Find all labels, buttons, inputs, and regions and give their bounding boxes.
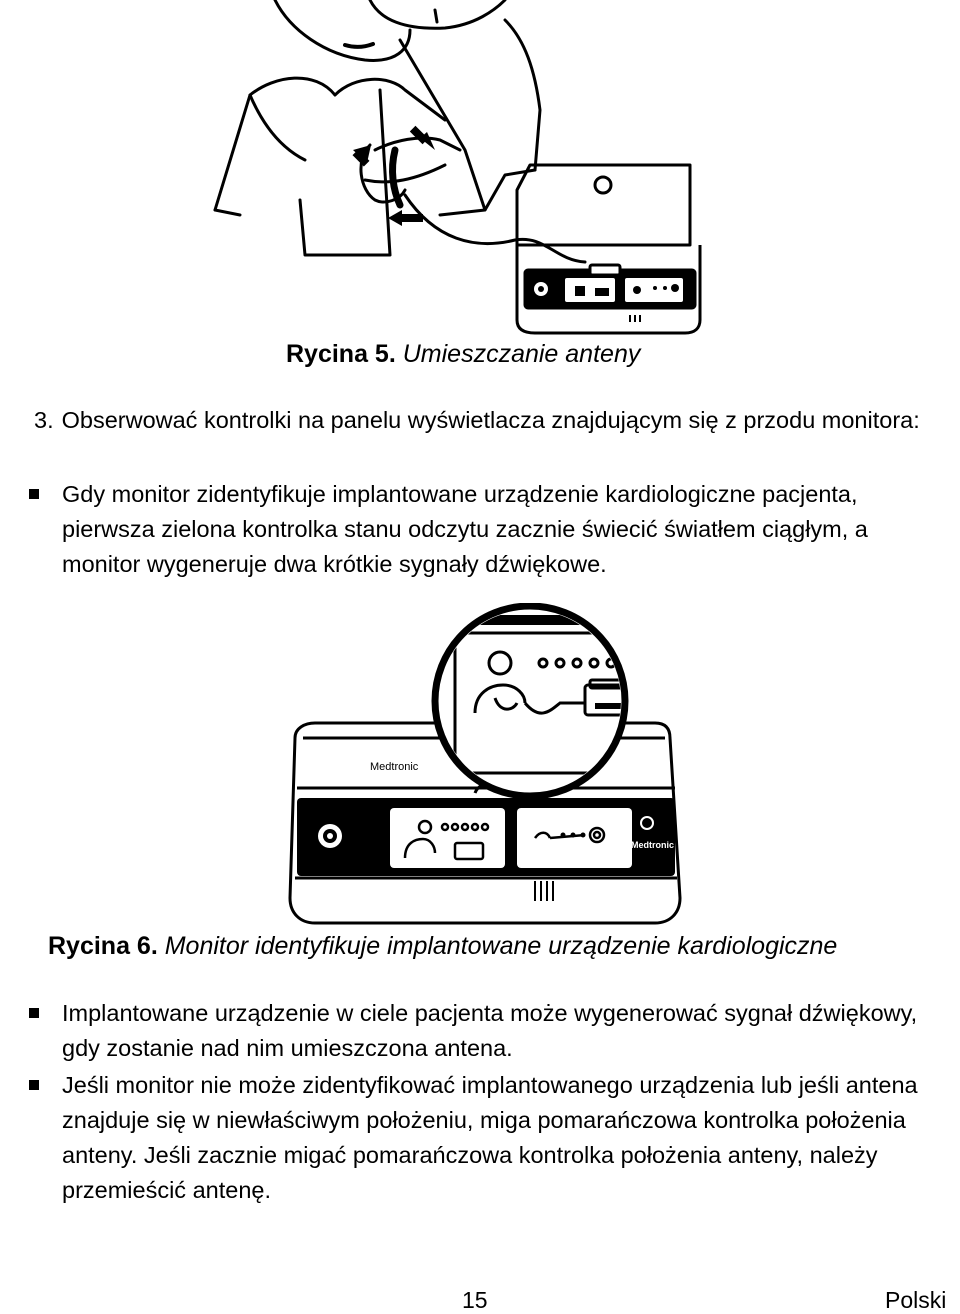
- bullet-text: Gdy monitor zidentyfikuje implantowane urządzenie kardiologiczne pacjenta, pierwsza zielona kontrolka stanu odczytu zacznie świecić światłem ciągłym, a monitor wygeneruje dwa krótkie sygnały dźwiękowe.: [62, 481, 868, 577]
- bullet-text: Implantowane urządzenie w ciele pacjenta może wygenerować sygnał dźwiękowy, gdy zostanie nad nim umieszczona antena.: [62, 1000, 918, 1061]
- figure-5-caption-text: Umieszczanie anteny: [402, 340, 641, 368]
- figure-6-illustration: [285, 603, 695, 928]
- figure-6-caption-text: Monitor identyfikuje implantowane urządzenie kardiologiczne: [164, 932, 838, 960]
- figure-6-caption-label: Rycina 6.: [48, 932, 158, 960]
- step-text: Obserwować kontrolki na panelu wyświetlacza znajdującym się z przodu monitora:: [61, 407, 920, 433]
- bullet-list-bottom-1: [20, 996, 950, 1066]
- page-number: 15: [462, 1287, 488, 1313]
- bullet-square-icon: [29, 1080, 39, 1090]
- list-item: [20, 477, 950, 582]
- brand-label: Medtronic: [631, 840, 675, 850]
- language-label: Polski: [885, 1287, 947, 1313]
- bullet-square-icon: [29, 489, 39, 499]
- bullet-list-top: [20, 477, 950, 582]
- step-3: [34, 403, 934, 438]
- step-number: 3.: [34, 407, 54, 433]
- bullet-square-icon: [29, 1008, 39, 1018]
- list-item: [20, 1068, 950, 1208]
- figure-5-caption: [286, 340, 640, 369]
- bullet-list-bottom-2: [20, 1068, 950, 1208]
- bullet-text: Jeśli monitor nie może zidentyfikować implantowanego urządzenia lub jeśli antena znajduje się w niewłaściwym położeniu, miga pomarańczowa kontrolka położenia anteny. Jeśli zacznie migać pomarańczowa kontrolka położenia anteny, należy przemieścić antenę.: [62, 1072, 918, 1203]
- figure-5-caption-label: Rycina 5.: [286, 340, 396, 368]
- monitor-label: Medtronic: [370, 761, 419, 773]
- figure-5-illustration: [205, 0, 705, 335]
- figure-6-caption: [48, 932, 837, 961]
- list-item: [20, 996, 950, 1066]
